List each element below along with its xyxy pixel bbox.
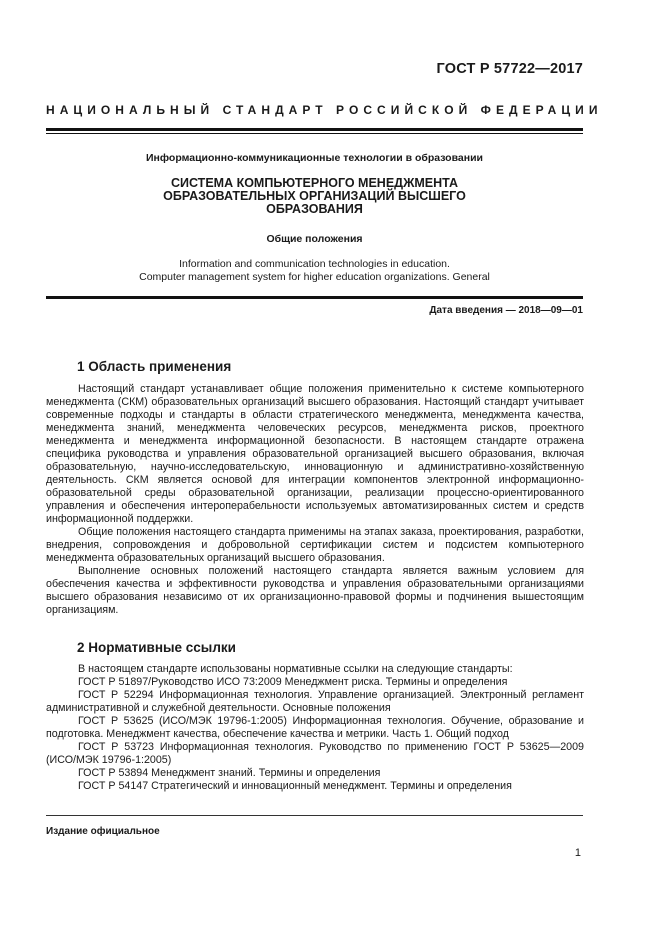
page-number: 1 xyxy=(574,847,581,859)
paragraph: Общие положения настоящего стандарта применимы на этапах заказа, проектирования, разработки, внедрения, сопровождения и добровольной сертификации систем и подсистем компьютерного менеджмента образовательных организаций высшего образования. xyxy=(46,526,584,564)
reference-item: ГОСТ Р 53894 Менеджмент знаний. Термины и определения xyxy=(78,767,381,779)
english-title xyxy=(46,258,583,284)
footer-rule xyxy=(46,815,583,816)
general-provisions-label: Общие положения xyxy=(266,233,363,245)
title-line: СИСТЕМА КОМПЬЮТЕРНОГО МЕНЕДЖМЕНТА xyxy=(170,176,459,190)
section-references-body xyxy=(46,663,584,793)
reference-item: ГОСТ Р 52294 Информационная технология. Управление организацией. Электронный регламент административной и служебной деятельности. Основные положения xyxy=(46,689,584,714)
header-rule-thick xyxy=(46,128,583,131)
section-scope-body xyxy=(46,383,584,617)
standard-number: ГОСТ Р 57722—2017 xyxy=(436,61,583,77)
section-heading-scope: 1 Область применения xyxy=(77,359,232,374)
reference-item: ГОСТ Р 53723 Информационная технология. Руководство по применению ГОСТ Р 53625—2009 (ИСО/МЭК 19796-1:2005) xyxy=(46,741,584,766)
introduction-date: Дата введения — 2018—09—01 xyxy=(429,305,583,316)
official-edition-label: Издание официальное xyxy=(46,826,160,837)
reference-item: ГОСТ Р 54147 Стратегический и инновационный менеджмент. Термины и определения xyxy=(78,780,512,792)
paragraph: Настоящий стандарт устанавливает общие положения применительно к системе компьютерного менеджмента (СКМ) образовательных организаций высшего образования. Настоящий стандарт учитывает современные подходы и стандарты в области стратегического менеджмента, менеджмента качества, менеджмента знаний, менеджмента человеческих ресурсов, менеджмента рисков, проектного менеджмента и менеджмента информационной безопасности. В настоящем стандарте отражена специфика руководства и управления образовательной организацией высшего образования, включая образовательную, научно-исследовательскую, инновационную и административно-хозяйственную деятельность. СКМ является основой для интеграции компонентов электронной информационно-образовательной среды образовательной организации, реализации процессно-ориентированного управления и обеспечения интероперабельности используемых автоматизированных систем и средств информационной поддержки. xyxy=(46,383,584,525)
english-title-line: Computer management system for higher education organizations. General xyxy=(139,271,490,283)
section-heading-normative-references: 2 Нормативные ссылки xyxy=(77,640,236,655)
document-subtitle: Информационно-коммуникационные технологии в образовании xyxy=(145,152,484,164)
english-title-line: Information and communication technologies in education. xyxy=(179,258,450,270)
reference-item: ГОСТ Р 53625 (ИСО/МЭК 19796-1:2005) Информационная технология. Обучение, образование и подготовка. Менеджмент качества, обеспечение качества и метрики. Часть 1. Общий подход xyxy=(46,715,584,740)
paragraph: Выполнение основных положений настоящего стандарта является важным условием для обеспечения качества и эффективности руководства и управления образовательными организациями высшего образования независимо от их организационно-правовой формы и подчинения вышестоящим организациям. xyxy=(46,565,584,616)
header-rule-thin xyxy=(46,133,583,134)
title-line: ОБРАЗОВАНИЯ xyxy=(266,202,363,216)
document-title xyxy=(46,177,583,216)
paragraph: В настоящем стандарте использованы нормативные ссылки на следующие стандарты: xyxy=(78,663,513,675)
title-rule xyxy=(46,296,583,299)
title-line: ОБРАЗОВАТЕЛЬНЫХ ОРГАНИЗАЦИЙ ВЫСШЕГО xyxy=(163,189,466,203)
national-standard-heading: НАЦИОНАЛЬНЫЙ СТАНДАРТ РОССИЙСКОЙ ФЕДЕРАЦИИ xyxy=(46,103,603,117)
reference-item: ГОСТ Р 51897/Руководство ИСО 73:2009 Менеджмент риска. Термины и определения xyxy=(78,676,508,688)
